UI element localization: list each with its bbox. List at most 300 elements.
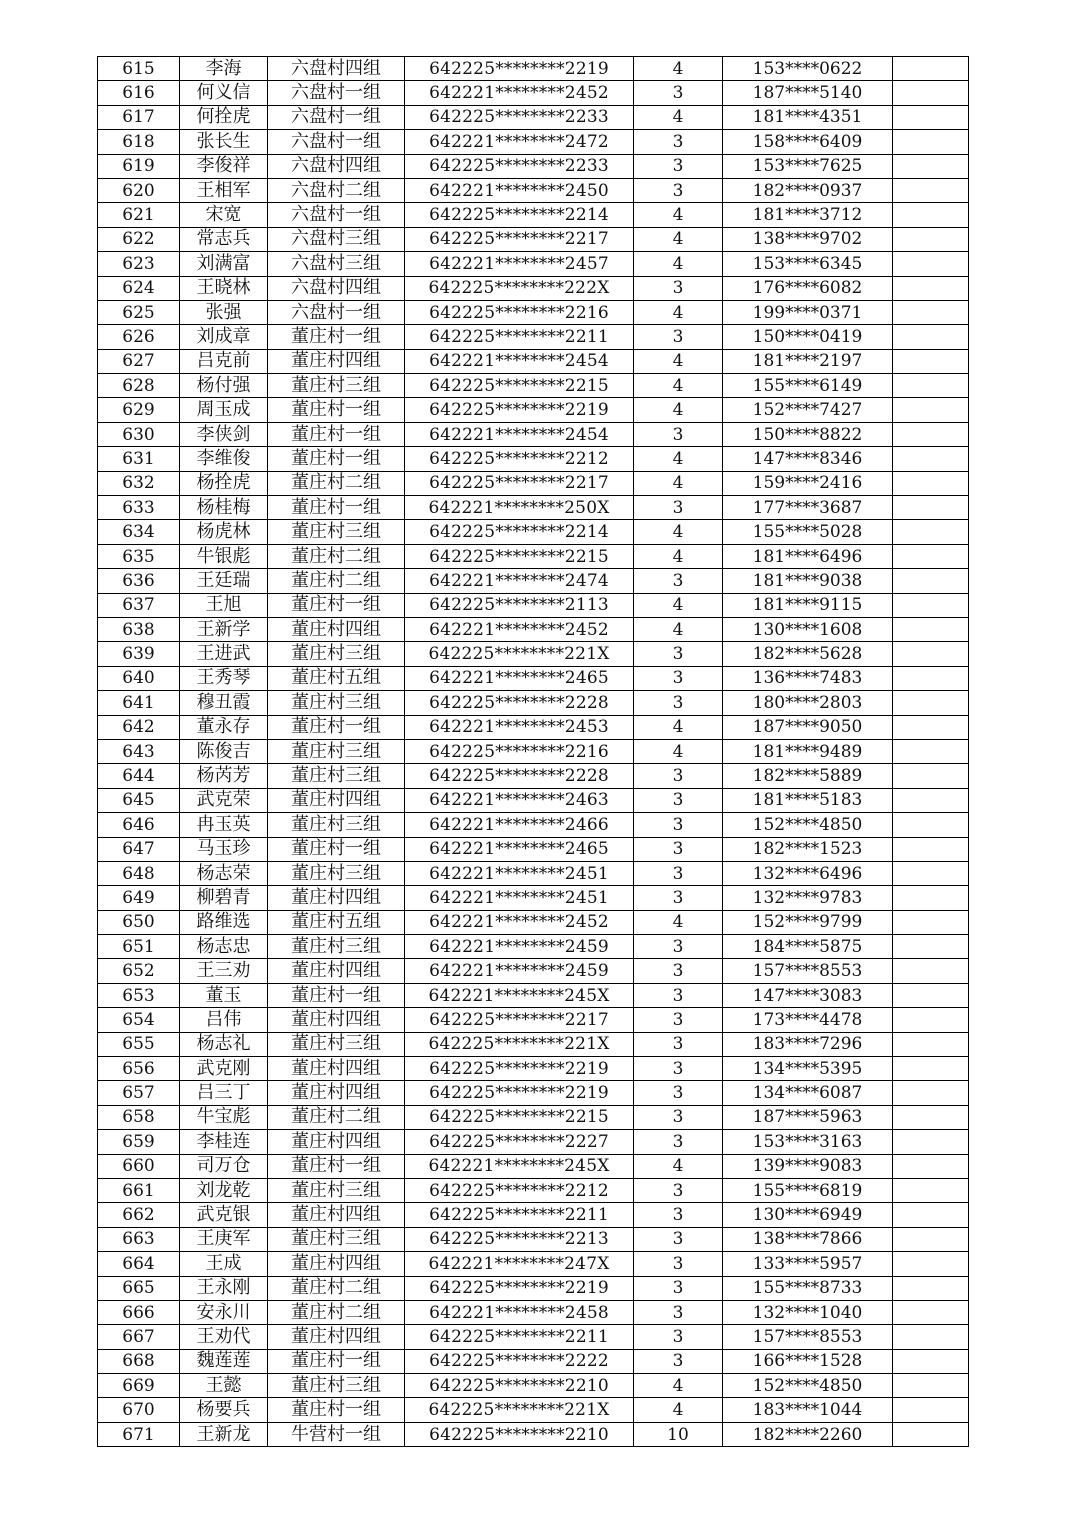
household-size-cell: 3 xyxy=(634,886,723,910)
name-cell: 冉玉英 xyxy=(180,813,268,837)
household-size-cell: 3 xyxy=(634,1105,723,1129)
seq-number-cell: 622 xyxy=(98,227,180,251)
id-number-cell: 642225********2113 xyxy=(405,593,634,617)
table-row xyxy=(98,813,969,837)
name-cell: 路维选 xyxy=(180,910,268,934)
remarks-cell xyxy=(893,715,969,739)
name-cell: 王相军 xyxy=(180,178,268,202)
name-cell: 王三劝 xyxy=(180,959,268,983)
name-cell: 杨桂梅 xyxy=(180,496,268,520)
name-cell: 王懿 xyxy=(180,1374,268,1398)
phone-cell: 176****6082 xyxy=(723,276,893,300)
remarks-cell xyxy=(893,496,969,520)
household-size-cell: 3 xyxy=(634,1081,723,1105)
remarks-cell xyxy=(893,105,969,129)
name-cell: 柳碧青 xyxy=(180,886,268,910)
remarks-cell xyxy=(893,1398,969,1422)
remarks-cell xyxy=(893,300,969,324)
name-cell: 董玉 xyxy=(180,983,268,1007)
table-row xyxy=(98,81,969,105)
group-cell: 六盘村三组 xyxy=(268,252,405,276)
phone-cell: 182****1523 xyxy=(723,837,893,861)
name-cell: 穆丑霞 xyxy=(180,691,268,715)
table-row xyxy=(98,1227,969,1251)
name-cell: 吕克前 xyxy=(180,349,268,373)
name-cell: 王廷瑞 xyxy=(180,569,268,593)
group-cell: 牛营村一组 xyxy=(268,1422,405,1446)
group-cell: 董庄村四组 xyxy=(268,1203,405,1227)
name-cell: 王旭 xyxy=(180,593,268,617)
phone-cell: 182****0937 xyxy=(723,178,893,202)
seq-number-cell: 662 xyxy=(98,1203,180,1227)
phone-cell: 153****3163 xyxy=(723,1130,893,1154)
remarks-cell xyxy=(893,276,969,300)
group-cell: 董庄村一组 xyxy=(268,1154,405,1178)
household-size-cell: 3 xyxy=(634,837,723,861)
group-cell: 董庄村一组 xyxy=(268,593,405,617)
group-cell: 董庄村一组 xyxy=(268,496,405,520)
phone-cell: 155****5028 xyxy=(723,520,893,544)
seq-number-cell: 651 xyxy=(98,935,180,959)
phone-cell: 133****5957 xyxy=(723,1252,893,1276)
household-size-cell: 4 xyxy=(634,471,723,495)
group-cell: 董庄村四组 xyxy=(268,788,405,812)
table-row xyxy=(98,447,969,471)
household-size-cell: 3 xyxy=(634,1130,723,1154)
phone-cell: 159****2416 xyxy=(723,471,893,495)
table-row xyxy=(98,788,969,812)
household-size-cell: 4 xyxy=(634,227,723,251)
phone-cell: 130****6949 xyxy=(723,1203,893,1227)
id-number-cell: 642225********2214 xyxy=(405,203,634,227)
id-number-cell: 642225********221X xyxy=(405,1398,634,1422)
remarks-cell xyxy=(893,1252,969,1276)
table-row xyxy=(98,325,969,349)
household-size-cell: 4 xyxy=(634,374,723,398)
seq-number-cell: 619 xyxy=(98,154,180,178)
phone-cell: 166****1528 xyxy=(723,1349,893,1373)
phone-cell: 134****5395 xyxy=(723,1057,893,1081)
phone-cell: 183****7296 xyxy=(723,1032,893,1056)
phone-cell: 182****2260 xyxy=(723,1422,893,1446)
household-size-cell: 3 xyxy=(634,154,723,178)
group-cell: 董庄村一组 xyxy=(268,837,405,861)
name-cell: 王劝代 xyxy=(180,1325,268,1349)
seq-number-cell: 636 xyxy=(98,569,180,593)
seq-number-cell: 666 xyxy=(98,1300,180,1324)
household-size-cell: 4 xyxy=(634,739,723,763)
group-cell: 董庄村二组 xyxy=(268,1105,405,1129)
remarks-cell xyxy=(893,471,969,495)
remarks-cell xyxy=(893,569,969,593)
remarks-cell xyxy=(893,739,969,763)
group-cell: 董庄村三组 xyxy=(268,739,405,763)
id-number-cell: 642225********2219 xyxy=(405,1057,634,1081)
group-cell: 董庄村一组 xyxy=(268,325,405,349)
name-cell: 王晓林 xyxy=(180,276,268,300)
table-row xyxy=(98,739,969,763)
phone-cell: 130****1608 xyxy=(723,617,893,641)
name-cell: 牛宝彪 xyxy=(180,1105,268,1129)
seq-number-cell: 661 xyxy=(98,1178,180,1202)
phone-cell: 187****5140 xyxy=(723,81,893,105)
id-number-cell: 642221********2472 xyxy=(405,130,634,154)
id-number-cell: 642225********2215 xyxy=(405,1105,634,1129)
seq-number-cell: 616 xyxy=(98,81,180,105)
phone-cell: 173****4478 xyxy=(723,1008,893,1032)
id-number-cell: 642221********245X xyxy=(405,1154,634,1178)
group-cell: 董庄村四组 xyxy=(268,617,405,641)
household-size-cell: 4 xyxy=(634,447,723,471)
seq-number-cell: 647 xyxy=(98,837,180,861)
name-cell: 武克荣 xyxy=(180,788,268,812)
name-cell: 常志兵 xyxy=(180,227,268,251)
table-row xyxy=(98,1032,969,1056)
group-cell: 董庄村三组 xyxy=(268,520,405,544)
household-size-cell: 3 xyxy=(634,642,723,666)
phone-cell: 199****0371 xyxy=(723,300,893,324)
table-row xyxy=(98,544,969,568)
group-cell: 六盘村一组 xyxy=(268,130,405,154)
id-number-cell: 642225********2212 xyxy=(405,1178,634,1202)
name-cell: 李维俊 xyxy=(180,447,268,471)
seq-number-cell: 630 xyxy=(98,422,180,446)
table-row xyxy=(98,1300,969,1324)
seq-number-cell: 626 xyxy=(98,325,180,349)
name-cell: 杨虎林 xyxy=(180,520,268,544)
seq-number-cell: 634 xyxy=(98,520,180,544)
group-cell: 董庄村一组 xyxy=(268,447,405,471)
phone-cell: 177****3687 xyxy=(723,496,893,520)
seq-number-cell: 623 xyxy=(98,252,180,276)
table-row xyxy=(98,203,969,227)
id-number-cell: 642221********2474 xyxy=(405,569,634,593)
seq-number-cell: 615 xyxy=(98,57,180,81)
household-size-cell: 3 xyxy=(634,130,723,154)
table-row xyxy=(98,666,969,690)
phone-cell: 138****9702 xyxy=(723,227,893,251)
seq-number-cell: 628 xyxy=(98,374,180,398)
id-number-cell: 642221********247X xyxy=(405,1252,634,1276)
name-cell: 刘成章 xyxy=(180,325,268,349)
name-cell: 马玉珍 xyxy=(180,837,268,861)
id-number-cell: 642225********2211 xyxy=(405,1325,634,1349)
id-number-cell: 642225********2217 xyxy=(405,1008,634,1032)
group-cell: 董庄村三组 xyxy=(268,1178,405,1202)
group-cell: 六盘村一组 xyxy=(268,105,405,129)
remarks-cell xyxy=(893,788,969,812)
id-number-cell: 642221********2452 xyxy=(405,81,634,105)
group-cell: 董庄村一组 xyxy=(268,422,405,446)
group-cell: 董庄村五组 xyxy=(268,666,405,690)
table-row xyxy=(98,935,969,959)
remarks-cell xyxy=(893,447,969,471)
seq-number-cell: 620 xyxy=(98,178,180,202)
id-number-cell: 642221********2463 xyxy=(405,788,634,812)
id-number-cell: 642221********2457 xyxy=(405,252,634,276)
table-row xyxy=(98,178,969,202)
household-size-cell: 4 xyxy=(634,105,723,129)
name-cell: 刘龙乾 xyxy=(180,1178,268,1202)
table-row xyxy=(98,374,969,398)
name-cell: 王新学 xyxy=(180,617,268,641)
name-cell: 司万仓 xyxy=(180,1154,268,1178)
id-number-cell: 642225********2211 xyxy=(405,1203,634,1227)
id-number-cell: 642221********2454 xyxy=(405,349,634,373)
id-number-cell: 642225********2228 xyxy=(405,691,634,715)
phone-cell: 132****9783 xyxy=(723,886,893,910)
table-row xyxy=(98,349,969,373)
household-size-cell: 4 xyxy=(634,544,723,568)
household-size-cell: 3 xyxy=(634,691,723,715)
table-row xyxy=(98,1252,969,1276)
seq-number-cell: 671 xyxy=(98,1422,180,1446)
name-cell: 王成 xyxy=(180,1252,268,1276)
household-size-cell: 4 xyxy=(634,203,723,227)
table-row xyxy=(98,1325,969,1349)
remarks-cell xyxy=(893,1374,969,1398)
household-size-cell: 3 xyxy=(634,1227,723,1251)
phone-cell: 181****2197 xyxy=(723,349,893,373)
group-cell: 董庄村二组 xyxy=(268,471,405,495)
seq-number-cell: 631 xyxy=(98,447,180,471)
table-row xyxy=(98,422,969,446)
group-cell: 董庄村四组 xyxy=(268,959,405,983)
remarks-cell xyxy=(893,1057,969,1081)
seq-number-cell: 629 xyxy=(98,398,180,422)
name-cell: 王庚军 xyxy=(180,1227,268,1251)
seq-number-cell: 624 xyxy=(98,276,180,300)
seq-number-cell: 657 xyxy=(98,1081,180,1105)
id-number-cell: 642221********2466 xyxy=(405,813,634,837)
remarks-cell xyxy=(893,910,969,934)
group-cell: 董庄村五组 xyxy=(268,910,405,934)
table-row xyxy=(98,300,969,324)
group-cell: 董庄村四组 xyxy=(268,1057,405,1081)
table-row xyxy=(98,1154,969,1178)
household-size-cell: 3 xyxy=(634,1325,723,1349)
id-number-cell: 642225********2227 xyxy=(405,1130,634,1154)
name-cell: 李海 xyxy=(180,57,268,81)
phone-cell: 187****9050 xyxy=(723,715,893,739)
table-row xyxy=(98,1130,969,1154)
household-size-cell: 4 xyxy=(634,252,723,276)
household-size-cell: 3 xyxy=(634,496,723,520)
id-number-cell: 642225********2219 xyxy=(405,57,634,81)
seq-number-cell: 640 xyxy=(98,666,180,690)
remarks-cell xyxy=(893,374,969,398)
id-number-cell: 642221********2465 xyxy=(405,666,634,690)
household-size-cell: 3 xyxy=(634,983,723,1007)
id-number-cell: 642225********2215 xyxy=(405,544,634,568)
table-row xyxy=(98,959,969,983)
id-number-cell: 642221********245X xyxy=(405,983,634,1007)
group-cell: 董庄村一组 xyxy=(268,1398,405,1422)
remarks-cell xyxy=(893,520,969,544)
seq-number-cell: 621 xyxy=(98,203,180,227)
table-row xyxy=(98,1398,969,1422)
name-cell: 安永川 xyxy=(180,1300,268,1324)
name-cell: 杨志荣 xyxy=(180,861,268,885)
remarks-cell xyxy=(893,764,969,788)
seq-number-cell: 670 xyxy=(98,1398,180,1422)
table-row xyxy=(98,910,969,934)
phone-cell: 132****6496 xyxy=(723,861,893,885)
remarks-cell xyxy=(893,1422,969,1446)
household-size-cell: 3 xyxy=(634,1276,723,1300)
id-number-cell: 642221********2451 xyxy=(405,861,634,885)
name-cell: 陈俊吉 xyxy=(180,739,268,763)
group-cell: 董庄村四组 xyxy=(268,1325,405,1349)
phone-cell: 155****6149 xyxy=(723,374,893,398)
household-size-cell: 3 xyxy=(634,959,723,983)
group-cell: 六盘村一组 xyxy=(268,300,405,324)
seq-number-cell: 659 xyxy=(98,1130,180,1154)
remarks-cell xyxy=(893,544,969,568)
table-row xyxy=(98,691,969,715)
table-row xyxy=(98,1105,969,1129)
remarks-cell xyxy=(893,1325,969,1349)
group-cell: 董庄村二组 xyxy=(268,544,405,568)
phone-cell: 139****9083 xyxy=(723,1154,893,1178)
id-number-cell: 642225********2233 xyxy=(405,105,634,129)
table-row xyxy=(98,861,969,885)
id-number-cell: 642225********2217 xyxy=(405,227,634,251)
group-cell: 董庄村四组 xyxy=(268,1252,405,1276)
table-row xyxy=(98,1057,969,1081)
table-row xyxy=(98,764,969,788)
table-row xyxy=(98,642,969,666)
phone-cell: 138****7866 xyxy=(723,1227,893,1251)
phone-cell: 152****4850 xyxy=(723,1374,893,1398)
remarks-cell xyxy=(893,1105,969,1129)
table-row xyxy=(98,1276,969,1300)
phone-cell: 187****5963 xyxy=(723,1105,893,1129)
group-cell: 董庄村三组 xyxy=(268,1227,405,1251)
id-number-cell: 642221********2450 xyxy=(405,178,634,202)
group-cell: 六盘村四组 xyxy=(268,154,405,178)
household-size-cell: 4 xyxy=(634,715,723,739)
phone-cell: 184****5875 xyxy=(723,935,893,959)
seq-number-cell: 660 xyxy=(98,1154,180,1178)
remarks-cell xyxy=(893,983,969,1007)
seq-number-cell: 664 xyxy=(98,1252,180,1276)
household-size-cell: 3 xyxy=(634,1203,723,1227)
group-cell: 六盘村三组 xyxy=(268,227,405,251)
id-number-cell: 642225********2228 xyxy=(405,764,634,788)
table-body xyxy=(98,57,969,1447)
name-cell: 杨拴虎 xyxy=(180,471,268,495)
id-number-cell: 642221********2459 xyxy=(405,935,634,959)
phone-cell: 155****6819 xyxy=(723,1178,893,1202)
id-number-cell: 642221********2452 xyxy=(405,910,634,934)
group-cell: 六盘村二组 xyxy=(268,178,405,202)
household-size-cell: 4 xyxy=(634,593,723,617)
household-size-cell: 3 xyxy=(634,422,723,446)
phone-cell: 152****9799 xyxy=(723,910,893,934)
remarks-cell xyxy=(893,1227,969,1251)
remarks-cell xyxy=(893,1300,969,1324)
id-number-cell: 642225********2211 xyxy=(405,325,634,349)
table-row xyxy=(98,520,969,544)
id-number-cell: 642225********2219 xyxy=(405,1276,634,1300)
seq-number-cell: 667 xyxy=(98,1325,180,1349)
household-size-cell: 3 xyxy=(634,813,723,837)
group-cell: 董庄村三组 xyxy=(268,642,405,666)
group-cell: 董庄村三组 xyxy=(268,691,405,715)
name-cell: 吕伟 xyxy=(180,1008,268,1032)
phone-cell: 181****4351 xyxy=(723,105,893,129)
id-number-cell: 642225********2219 xyxy=(405,398,634,422)
name-cell: 杨芮芳 xyxy=(180,764,268,788)
phone-cell: 157****8553 xyxy=(723,1325,893,1349)
household-size-cell: 4 xyxy=(634,1154,723,1178)
table-row xyxy=(98,715,969,739)
household-size-cell: 4 xyxy=(634,520,723,544)
id-number-cell: 642225********222X xyxy=(405,276,634,300)
phone-cell: 158****6409 xyxy=(723,130,893,154)
remarks-cell xyxy=(893,691,969,715)
household-size-cell: 3 xyxy=(634,666,723,690)
table-row xyxy=(98,398,969,422)
id-number-cell: 642225********2212 xyxy=(405,447,634,471)
household-size-cell: 3 xyxy=(634,569,723,593)
seq-number-cell: 649 xyxy=(98,886,180,910)
seq-number-cell: 653 xyxy=(98,983,180,1007)
remarks-cell xyxy=(893,935,969,959)
group-cell: 六盘村一组 xyxy=(268,203,405,227)
group-cell: 董庄村四组 xyxy=(268,1081,405,1105)
seq-number-cell: 655 xyxy=(98,1032,180,1056)
remarks-cell xyxy=(893,398,969,422)
id-number-cell: 642221********2453 xyxy=(405,715,634,739)
remarks-cell xyxy=(893,617,969,641)
remarks-cell xyxy=(893,1178,969,1202)
table-row xyxy=(98,105,969,129)
phone-cell: 181****9038 xyxy=(723,569,893,593)
group-cell: 董庄村二组 xyxy=(268,569,405,593)
household-size-cell: 4 xyxy=(634,300,723,324)
seq-number-cell: 648 xyxy=(98,861,180,885)
household-size-cell: 3 xyxy=(634,935,723,959)
seq-number-cell: 645 xyxy=(98,788,180,812)
name-cell: 杨要兵 xyxy=(180,1398,268,1422)
seq-number-cell: 637 xyxy=(98,593,180,617)
remarks-cell xyxy=(893,57,969,81)
name-cell: 魏莲莲 xyxy=(180,1349,268,1373)
id-number-cell: 642225********2222 xyxy=(405,1349,634,1373)
name-cell: 李桂连 xyxy=(180,1130,268,1154)
id-number-cell: 642225********221X xyxy=(405,1032,634,1056)
seq-number-cell: 627 xyxy=(98,349,180,373)
table-row xyxy=(98,593,969,617)
group-cell: 六盘村一组 xyxy=(268,81,405,105)
phone-cell: 181****9115 xyxy=(723,593,893,617)
group-cell: 董庄村四组 xyxy=(268,1008,405,1032)
household-size-cell: 3 xyxy=(634,276,723,300)
id-number-cell: 642225********2216 xyxy=(405,300,634,324)
household-size-cell: 3 xyxy=(634,788,723,812)
id-number-cell: 642221********2452 xyxy=(405,617,634,641)
group-cell: 董庄村四组 xyxy=(268,349,405,373)
table-row xyxy=(98,1081,969,1105)
group-cell: 六盘村四组 xyxy=(268,276,405,300)
phone-cell: 136****7483 xyxy=(723,666,893,690)
table-row xyxy=(98,227,969,251)
phone-cell: 182****5889 xyxy=(723,764,893,788)
remarks-cell xyxy=(893,422,969,446)
seq-number-cell: 654 xyxy=(98,1008,180,1032)
